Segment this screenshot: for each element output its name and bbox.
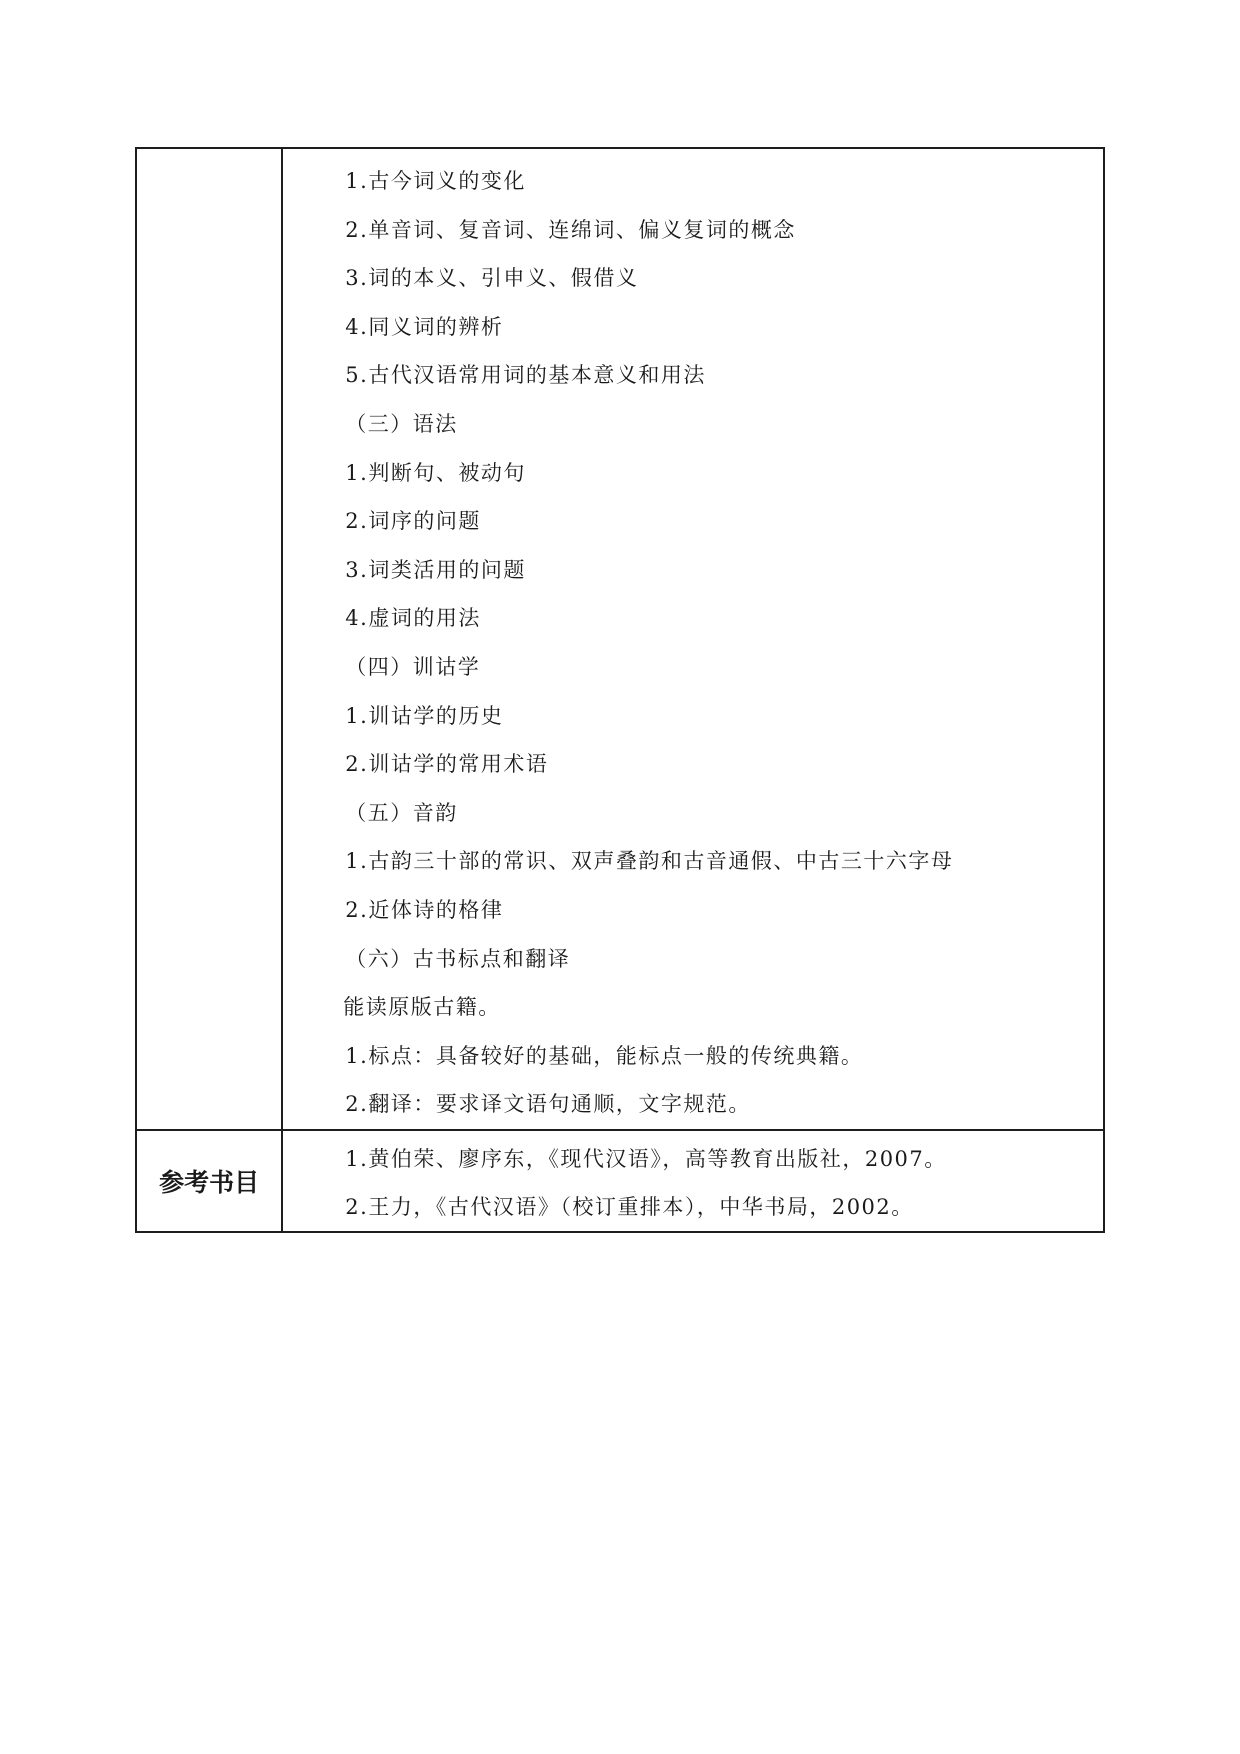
section-heading: （三）语法 xyxy=(345,411,458,436)
reference-item: 1.黄伯荣、廖序东，《现代汉语》，高等教育出版社，2007。 xyxy=(345,1146,947,1171)
syllabus-line: 2.近体诗的格律 xyxy=(345,897,504,922)
syllabus-table xyxy=(135,147,1105,1233)
syllabus-line: 1.训诂学的历史 xyxy=(345,703,504,728)
syllabus-line: 2.词序的问题 xyxy=(345,509,481,534)
syllabus-line: 1.判断句、被动句 xyxy=(345,460,526,485)
syllabus-label-cell xyxy=(136,148,282,1130)
syllabus-line: 1.古韵三十部的常识、双声叠韵和古音通假、中古三十六字母 xyxy=(345,849,954,874)
syllabus-line: 4.同义词的辨析 xyxy=(345,314,504,339)
syllabus-line: 2.翻译：要求译文语句通顺，文字规范。 xyxy=(345,1092,751,1117)
syllabus-line: 3.词类活用的问题 xyxy=(345,557,526,582)
syllabus-content-cell xyxy=(282,148,1104,1130)
syllabus-paragraph: 能读原版古籍。 xyxy=(343,995,501,1020)
syllabus-line: 1.古今词义的变化 xyxy=(345,169,526,193)
syllabus-line: 2.单音词、复音词、连绵词、偏义复词的概念 xyxy=(345,217,796,242)
references-content-cell xyxy=(282,1130,1104,1232)
section-heading: （六）古书标点和翻译 xyxy=(345,946,571,971)
references-list xyxy=(345,1131,1103,1231)
syllabus-list xyxy=(345,149,1103,1129)
syllabus-line: 5.古代汉语常用词的基本意义和用法 xyxy=(345,363,706,388)
syllabus-line: 4.虚词的用法 xyxy=(345,606,481,631)
references-label: 参考书目 xyxy=(136,1130,282,1232)
syllabus-line: 1.标点：具备较好的基础，能标点一般的传统典籍。 xyxy=(345,1043,864,1068)
section-heading: （四）训诂学 xyxy=(345,654,481,679)
syllabus-line: 2.训诂学的常用术语 xyxy=(345,752,549,777)
references-row xyxy=(136,1130,1104,1232)
reference-item: 2.王力，《古代汉语》（校订重排本），中华书局，2002。 xyxy=(345,1194,914,1219)
syllabus-row xyxy=(136,148,1104,1130)
section-heading: （五）音韵 xyxy=(345,800,458,825)
syllabus-line: 3.词的本义、引申义、假借义 xyxy=(345,266,639,291)
